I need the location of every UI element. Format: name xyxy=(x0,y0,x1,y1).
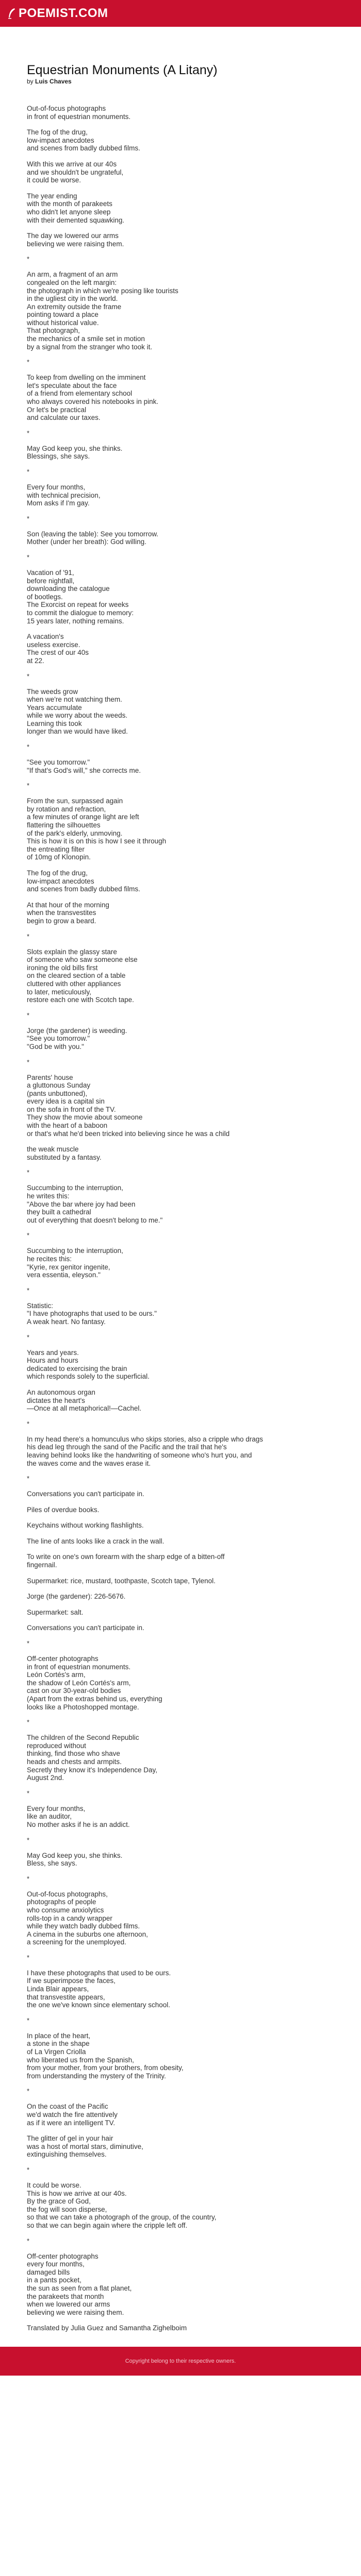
stanza xyxy=(27,1184,334,1224)
stanza xyxy=(27,1655,334,1711)
poem-line: and scenes from badly dubbed films. xyxy=(27,144,140,152)
poem-line: In my head there's a homunculus who skips stories, also a cripple who drags xyxy=(27,1435,264,1443)
poem-line: "See you tomorrow." xyxy=(27,758,90,767)
stanza xyxy=(27,633,334,665)
poem-line: while they watch badly dubbed films. xyxy=(27,1922,140,1930)
poem-line: A cinema in the suburbs one afternoon, xyxy=(27,1930,148,1938)
poem-author[interactable]: Luis Chaves xyxy=(35,78,72,85)
poem-line: 15 years later, nothing remains. xyxy=(27,617,124,625)
poem-line: with their demented squawking. xyxy=(27,216,125,224)
poem-line: of bootlegs. xyxy=(27,592,63,601)
stanza xyxy=(27,105,334,121)
poem-line: August 2nd. xyxy=(27,1774,64,1782)
poem-line: of a friend from elementary school xyxy=(27,389,133,398)
stanza xyxy=(27,1490,334,1498)
stanza xyxy=(27,2103,334,2127)
poem-line: Vacation of '91, xyxy=(27,568,74,577)
poem-line: low-impact anecdotes xyxy=(27,136,94,144)
quill-icon xyxy=(7,8,17,19)
stanza-divider: * xyxy=(27,743,30,751)
poem-line: dictates the heart's xyxy=(27,1396,85,1404)
poem-line: extinguishing themselves. xyxy=(27,2150,107,2159)
poem-line: The year ending xyxy=(27,192,77,200)
poem-line: of someone who saw someone else xyxy=(27,956,138,964)
stanza xyxy=(27,1805,334,1829)
poem-line: Conversations you can't participate in. xyxy=(27,1624,144,1632)
stanza-divider: * xyxy=(27,1718,30,1726)
poem-line: Out-of-focus photographs xyxy=(27,105,106,112)
poem-line: That photograph, xyxy=(27,327,80,335)
poem-line: They show the movie about someone xyxy=(27,1113,143,1122)
stanza xyxy=(27,1852,334,1868)
stanza xyxy=(27,1145,334,1161)
poem-line: like an auditor, xyxy=(27,1812,72,1821)
stanza-divider: * xyxy=(27,1011,30,1019)
poem-line: the photograph in which we're posing like tourists xyxy=(27,286,178,295)
poem-line: and calculate our taxes. xyxy=(27,414,101,422)
poem-line: it could be worse. xyxy=(27,176,81,184)
stanza xyxy=(27,1734,334,1782)
poem-line: May God keep you, she thinks. xyxy=(27,444,123,452)
stanza xyxy=(27,569,334,625)
stanza xyxy=(27,1553,334,1569)
stanza-divider: * xyxy=(27,932,30,940)
poem-line: By the grace of God, xyxy=(27,2197,91,2206)
poem-line: congealed on the left margin: xyxy=(27,278,117,286)
poem-line: leaving behind looks like the handwriting of someone who's hurt you, and xyxy=(27,1451,252,1459)
poem-line: Supermarket: salt. xyxy=(27,1608,84,1616)
stanza xyxy=(27,1247,334,1279)
poem-line: begin to grow a beard. xyxy=(27,917,96,925)
poem-line: let's speculate about the face xyxy=(27,381,117,389)
poem-line: that transvestite appears, xyxy=(27,1993,105,2001)
stanza-divider: * xyxy=(27,1333,30,1341)
poem-line: cluttered with other appliances xyxy=(27,979,121,988)
stanza xyxy=(27,483,334,507)
poem-line: useless exercise. xyxy=(27,640,80,649)
poem-line: This is how it is on this is how I see it through xyxy=(27,837,167,845)
stanza-divider: * xyxy=(27,1874,30,1883)
stanza xyxy=(27,688,334,736)
poem-line: Mom asks if I'm gay. xyxy=(27,499,90,507)
stanza xyxy=(27,374,334,422)
poem-line: This is how we arrive at our 40s. xyxy=(27,2189,127,2197)
poem-line: heads and chests and armpits. xyxy=(27,1757,122,1766)
site-footer xyxy=(0,2347,361,2376)
poem-line: was a host of mortal stars, diminutive, xyxy=(27,2142,143,2150)
poem-line: Jorge (the gardener): 226-5676. xyxy=(27,1592,126,1601)
poem-line: (Apart from the extras behind us, everything xyxy=(27,1695,162,1703)
poem-line: "Above the bar where joy had been xyxy=(27,1200,136,1208)
poem-line: with the month of parakeets xyxy=(27,200,112,208)
stanza-divider: * xyxy=(27,553,30,561)
copyright-text: Copyright belong to their respective owners. xyxy=(125,2358,236,2364)
poem-line: and scenes from badly dubbed films. xyxy=(27,885,140,893)
poem-line: The Exorcist on repeat for weeks xyxy=(27,601,129,609)
poem-line: If we superimpose the faces, xyxy=(27,1977,116,1985)
poem-line: or that's what he'd been tricked into believing since he was a child xyxy=(27,1129,230,1138)
poem-line: —Once at all metaphorical!—Cachel. xyxy=(27,1404,142,1413)
poem-line: An extremity outside the frame xyxy=(27,302,122,311)
stanza xyxy=(27,797,334,861)
stanza-divider: * xyxy=(27,2016,30,2024)
poem-line: Succumbing to the interruption, xyxy=(27,1184,123,1192)
poem-line: the fog will soon disperse, xyxy=(27,2205,107,2213)
poem-line: in the ugliest city in the world. xyxy=(27,295,118,303)
poem-line: I have these photographs that used to be ours. xyxy=(27,1969,171,1977)
poem-line: which responds solely to the superficial. xyxy=(27,1372,150,1381)
poem-line: Son (leaving the table): See you tomorrow. xyxy=(27,530,159,538)
poem-line: photographs of people xyxy=(27,1898,96,1906)
poem-line: "I have photographs that used to be ours." xyxy=(27,1310,157,1318)
stanza xyxy=(27,1521,334,1530)
poem-line: cast on our 30-year-old bodies xyxy=(27,1687,121,1695)
poem-line: vera essentia, eleyson." xyxy=(27,1271,101,1279)
poem-line: they built a cathedral xyxy=(27,1208,91,1216)
poem-line: with the heart of a baboon xyxy=(27,1122,108,1130)
poem-line: At that hour of the morning xyxy=(27,901,109,909)
poem-line: who consume anxiolytics xyxy=(27,1906,104,1914)
poem-line: substituted by a fantasy. xyxy=(27,1153,102,1161)
poem-line: Hours and hours xyxy=(27,1357,78,1365)
poem-line: in front of equestrian monuments. xyxy=(27,112,131,121)
poem-line: flattering the silhouettes xyxy=(27,821,101,829)
poem-line: by rotation and refraction, xyxy=(27,805,106,813)
poem-line: An arm, a fragment of an arm xyxy=(27,270,118,279)
poem-article xyxy=(0,27,361,2347)
poem-byline xyxy=(27,78,334,85)
poem-line: the waves come and the waves erase it. xyxy=(27,1459,151,1467)
poem-line: It could be worse. xyxy=(27,2181,81,2189)
poem-line: who liberated us from the Spanish, xyxy=(27,2056,134,2064)
poem-line: while we worry about the weeds. xyxy=(27,711,128,720)
stanza-divider: * xyxy=(27,1419,30,1428)
stanza xyxy=(27,2032,334,2080)
poem-line: Keychains without working flashlights. xyxy=(27,1521,144,1530)
poem-line: Succumbing to the interruption, xyxy=(27,1247,123,1255)
stanza xyxy=(27,1302,334,1326)
poem-line: No mother asks if he is an addict. xyxy=(27,1820,130,1828)
poem-line: On the coast of the Pacific xyxy=(27,2103,108,2111)
poem-line: (pants unbuttoned), xyxy=(27,1089,88,1097)
poem-line: without historical value. xyxy=(27,318,99,327)
poem-line: A vacation's xyxy=(27,633,64,641)
stanza-divider: * xyxy=(27,358,30,366)
poem-line: fingernail. xyxy=(27,1561,57,1569)
stanza-divider: * xyxy=(27,1286,30,1294)
poem-line: when we're not watching them. xyxy=(27,696,122,704)
poem-line: of the park's elderly, unmoving. xyxy=(27,829,123,837)
poem-line: Learning this took xyxy=(27,719,82,727)
stanza-divider: * xyxy=(27,2087,30,2095)
stanza xyxy=(27,1435,334,1467)
stanza-divider: * xyxy=(27,2236,30,2245)
poem-line: a screening for the unemployed. xyxy=(27,1938,126,1946)
site-logo[interactable] xyxy=(7,6,108,21)
poem-line: Every four months, xyxy=(27,1804,86,1812)
poem-line: Conversations you can't participate in. xyxy=(27,1490,144,1498)
poem-line: The crest of our 40s xyxy=(27,649,89,657)
poem-line: The children of the Second Republic xyxy=(27,1734,139,1742)
poem-line: dedicated to exercising the brain xyxy=(27,1364,127,1372)
poem-line: Mother (under her breath): God willing. xyxy=(27,538,146,546)
stanza xyxy=(27,1577,334,1585)
poem-line: Off-center photographs xyxy=(27,2252,99,2260)
poem-body xyxy=(27,105,334,2316)
poem-line: reproduced without xyxy=(27,1741,86,1750)
stanza xyxy=(27,530,334,546)
poem-line: and we shouldn't be ungrateful, xyxy=(27,168,124,176)
stanza xyxy=(27,758,334,774)
poem-line: so that we can take a photograph of the group, of the country, xyxy=(27,2213,217,2222)
poem-line: Slots explain the glassy stare xyxy=(27,947,117,956)
stanza xyxy=(27,901,334,925)
poem-line: Jorge (the gardener) is weeding. xyxy=(27,1026,127,1035)
poem-line: he recites this: xyxy=(27,1255,72,1263)
poem-line: longer than we would have liked. xyxy=(27,727,128,736)
poem-line: damaged bills xyxy=(27,2268,70,2276)
poem-line: a few minutes of orange light are left xyxy=(27,813,139,821)
stanza xyxy=(27,160,334,184)
stanza xyxy=(27,128,334,152)
stanza-divider: * xyxy=(27,1836,30,1844)
poem-line: pointing toward a place xyxy=(27,311,99,319)
poem-line: Piles of overdue books. xyxy=(27,1505,100,1514)
stanza-divider: * xyxy=(27,1058,30,1066)
poem-line: Linda Blair appears, xyxy=(27,1985,89,1993)
poem-line: looks like a Photoshopped montage. xyxy=(27,1703,139,1711)
stanza xyxy=(27,1608,334,1617)
poem-line: ironing the old bills first xyxy=(27,963,98,972)
poem-line: in a pants pocket, xyxy=(27,2276,81,2284)
poem-line: his dead leg through the sand of the Pacific and the trail that he's xyxy=(27,1443,227,1451)
poem-line: the shadow of León Cortés's arm, xyxy=(27,1679,131,1687)
poem-line: León Cortés's arm, xyxy=(27,1671,86,1679)
poem-line: Supermarket: rice, mustard, toothpaste, Scotch tape, Tylenol. xyxy=(27,1577,216,1585)
poem-line: from your mother, from your brothers, from obesity, xyxy=(27,2064,184,2072)
stanza-divider: * xyxy=(27,672,30,680)
poem-line: the entreating filter xyxy=(27,845,85,853)
poem-line: to commit the dialogue to memory: xyxy=(27,608,134,617)
stanza xyxy=(27,1349,334,1381)
poem-line: An autonomous organ xyxy=(27,1388,95,1396)
stanza xyxy=(27,2181,334,2230)
poem-line: the mechanics of a smile set in motion xyxy=(27,335,145,343)
stanza xyxy=(27,1890,334,1946)
stanza xyxy=(27,1624,334,1632)
poem-line: the one we've known since elementary school. xyxy=(27,2001,170,2009)
poem-line: In place of the heart, xyxy=(27,2031,91,2040)
stanza xyxy=(27,1592,334,1601)
poem-line: Every four months, xyxy=(27,483,86,491)
poem-line: every four months, xyxy=(27,2260,85,2268)
stanza xyxy=(27,192,334,224)
poem-line: The fog of the drug, xyxy=(27,128,88,137)
poem-line: in front of equestrian monuments. xyxy=(27,1663,131,1671)
poem-line: low-impact anecdotes xyxy=(27,877,94,885)
poem-line: thinking, find those who shave xyxy=(27,1750,120,1758)
poem-line: at 22. xyxy=(27,656,44,665)
poem-line: on the sofa in front of the TV. xyxy=(27,1105,116,1113)
stanza xyxy=(27,1027,334,1051)
poem-line: "If that's God's will," she corrects me. xyxy=(27,766,141,774)
poem-line: "See you tomorrow." xyxy=(27,1035,90,1043)
poem-line: the sun as seen from a flat planet, xyxy=(27,2284,132,2292)
poem-line: believing we were raising them. xyxy=(27,240,124,248)
poem-line: Off-center photographs xyxy=(27,1655,99,1663)
site-header xyxy=(0,0,361,27)
stanza-divider: * xyxy=(27,2165,30,2174)
poem-line: "God be with you." xyxy=(27,1042,84,1050)
poem-line: believing we were raising them. xyxy=(27,2308,124,2316)
stanza-divider: * xyxy=(27,1168,30,1177)
poem-line: by a signal from the stranger who took it. xyxy=(27,343,153,351)
poem-line: A weak heart. No fantasy. xyxy=(27,1317,106,1326)
stanza-divider: * xyxy=(27,514,30,522)
poem-line: From the sun, surpassed again xyxy=(27,797,123,805)
poem-line: Out-of-focus photographs, xyxy=(27,1890,108,1898)
poem-line: Statistic: xyxy=(27,1301,54,1310)
poem-line: the parakeets that month xyxy=(27,2292,104,2300)
site-logo-text: POEMIST.COM xyxy=(19,6,108,20)
stanza-divider: * xyxy=(27,1953,30,1961)
stanza-divider: * xyxy=(27,429,30,437)
stanza-divider: * xyxy=(27,1639,30,1648)
poem-line: The weeds grow xyxy=(27,687,78,696)
stanza-divider: * xyxy=(27,782,30,790)
poem-line: Years accumulate xyxy=(27,703,82,711)
poem-line: the weak muscle xyxy=(27,1145,79,1154)
byline-prefix: by xyxy=(27,78,34,85)
poem-line: Years and years. xyxy=(27,1348,79,1357)
poem-line: who didn't let anyone sleep xyxy=(27,208,111,216)
poem-line: from understanding the mystery of the Trinity. xyxy=(27,2072,166,2080)
poem-line: when we lowered our arms xyxy=(27,2300,110,2309)
poem-line: downloading the catalogue xyxy=(27,585,110,593)
poem-line: to later, meticulously, xyxy=(27,988,92,996)
poem-line: With this we arrive at our 40s xyxy=(27,160,117,168)
poem-line: Parents' house xyxy=(27,1073,73,1081)
poem-line: To write on one's own forearm with the sharp edge of a bitten-off xyxy=(27,1553,225,1561)
poem-line: The line of ants looks like a crack in the wall. xyxy=(27,1537,165,1545)
stanza xyxy=(27,2252,334,2317)
poem-line: To keep from dwelling on the imminent xyxy=(27,374,146,382)
poem-line: of La Virgen Criolla xyxy=(27,2048,86,2056)
poem-line: as if it were an intelligent TV. xyxy=(27,2119,116,2127)
stanza-divider: * xyxy=(27,1231,30,1240)
stanza-divider: * xyxy=(27,1789,30,1797)
stanza-divider: * xyxy=(27,1475,30,1483)
stanza xyxy=(27,1074,334,1138)
poem-line: with technical precision, xyxy=(27,491,101,499)
poem-line: we'd watch the fire attentively xyxy=(27,2111,118,2119)
poem-line: a gluttonous Sunday xyxy=(27,1081,91,1090)
stanza xyxy=(27,1969,334,2009)
stanza-divider: * xyxy=(27,255,30,263)
poem-title: Equestrian Monuments (A Litany) xyxy=(27,63,218,77)
poem-line: he writes this: xyxy=(27,1192,70,1200)
poem-line: when the transvestites xyxy=(27,909,96,917)
poem-line: out of everything that doesn't belong to me." xyxy=(27,1216,163,1224)
poem-line: May God keep you, she thinks. xyxy=(27,1851,123,1859)
stanza xyxy=(27,948,334,1004)
stanza-divider: * xyxy=(27,468,30,476)
stanza xyxy=(27,232,334,248)
stanza xyxy=(27,2134,334,2159)
poem-line: The day we lowered our arms xyxy=(27,232,119,240)
poem-line: every idea is a capital sin xyxy=(27,1097,105,1106)
poem-line: before nightfall, xyxy=(27,577,75,585)
poem-line: The fog of the drug, xyxy=(27,869,88,877)
poem-line: The glitter of gel in your hair xyxy=(27,2134,113,2143)
translation-credit: Translated by Julia Guez and Samantha Zighelboim xyxy=(27,2324,187,2332)
stanza xyxy=(27,1388,334,1413)
poem-line: Bless, she says. xyxy=(27,1859,77,1868)
poem-line: "Kyrie, rex genitor ingenite, xyxy=(27,1263,110,1271)
poem-line: rolls-top in a candy wrapper xyxy=(27,1914,112,1922)
stanza xyxy=(27,869,334,893)
poem-line: on the cleared section of a table xyxy=(27,972,126,980)
poem-line: restore each one with Scotch tape. xyxy=(27,996,134,1004)
poem-line: so that we can begin again where the cripple left off. xyxy=(27,2221,188,2229)
stanza xyxy=(27,270,334,351)
poem-line: Or let's be practical xyxy=(27,405,87,414)
stanza xyxy=(27,1506,334,1514)
poem-line: a stone in the shape xyxy=(27,2040,90,2048)
poem-line: who always covered his notebooks in pink. xyxy=(27,398,159,406)
poem-line: Blessings, she says. xyxy=(27,452,90,461)
poem-line: Secretly they know it's Independence Day, xyxy=(27,1766,157,1774)
stanza xyxy=(27,1537,334,1546)
poem-line: of 10mg of Klonopin. xyxy=(27,853,91,861)
stanza xyxy=(27,445,334,461)
